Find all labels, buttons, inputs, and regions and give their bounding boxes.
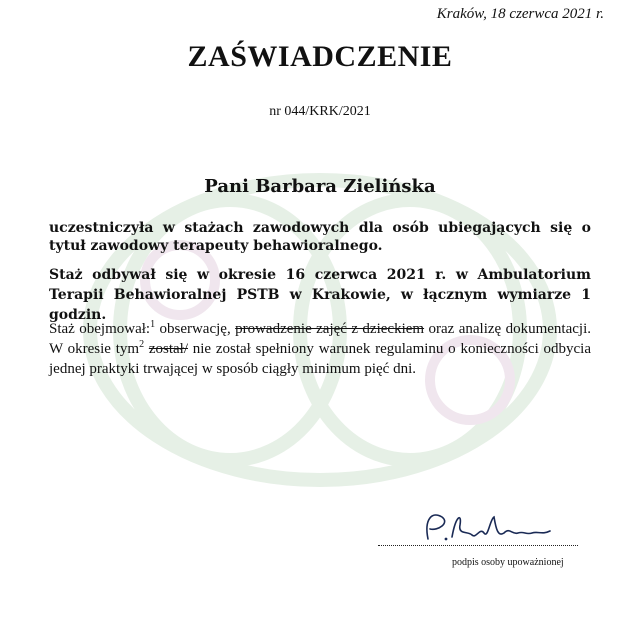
struck-text-1: prowadzenie zajęć z dzieckiem xyxy=(235,321,425,337)
participation-paragraph: uczestniczyła w stażach zawodowych dla osób ubiegających się o tytuł zawodowy terapeuty behawioralnego. xyxy=(49,220,591,254)
footnote-2: 2 xyxy=(139,339,145,350)
recipient-name: Pani Barbara Zielińska xyxy=(204,176,436,197)
signature-label: podpis osoby upoważnionej xyxy=(452,557,564,568)
document-number: nr 044/KRK/2021 xyxy=(269,104,371,119)
internship-period-paragraph: Staż odbywał się w okresie 16 czerwca 2021 r. w Ambulatorium Terapii Behawioralnej PSTB w Krakowie, w łącznym wymiarze 1 godzin. xyxy=(49,267,591,323)
scope-text-1: Staż obejmował: xyxy=(49,321,151,337)
signature-area xyxy=(372,505,582,575)
handwritten-signature xyxy=(372,505,582,549)
scope-text-5: nie został spełniony warunek regulaminu o konieczności odbycia jednej praktyki trwającej w sposób ciągły minimum pięć dni. xyxy=(49,341,591,377)
signature-dotted-line xyxy=(378,545,578,546)
struck-text-2: został/ xyxy=(148,341,188,357)
scope-text-3: oraz analizę dokumentacji. W okresie tym xyxy=(49,321,591,357)
document-title: ZAŚWIADCZENIE xyxy=(187,40,453,73)
place-date: Kraków, 18 czerwca 2021 r. xyxy=(436,6,604,22)
footnote-1: 1 xyxy=(150,319,156,330)
scope-paragraph xyxy=(49,319,591,379)
scope-text-2: obserwację, xyxy=(155,321,236,337)
